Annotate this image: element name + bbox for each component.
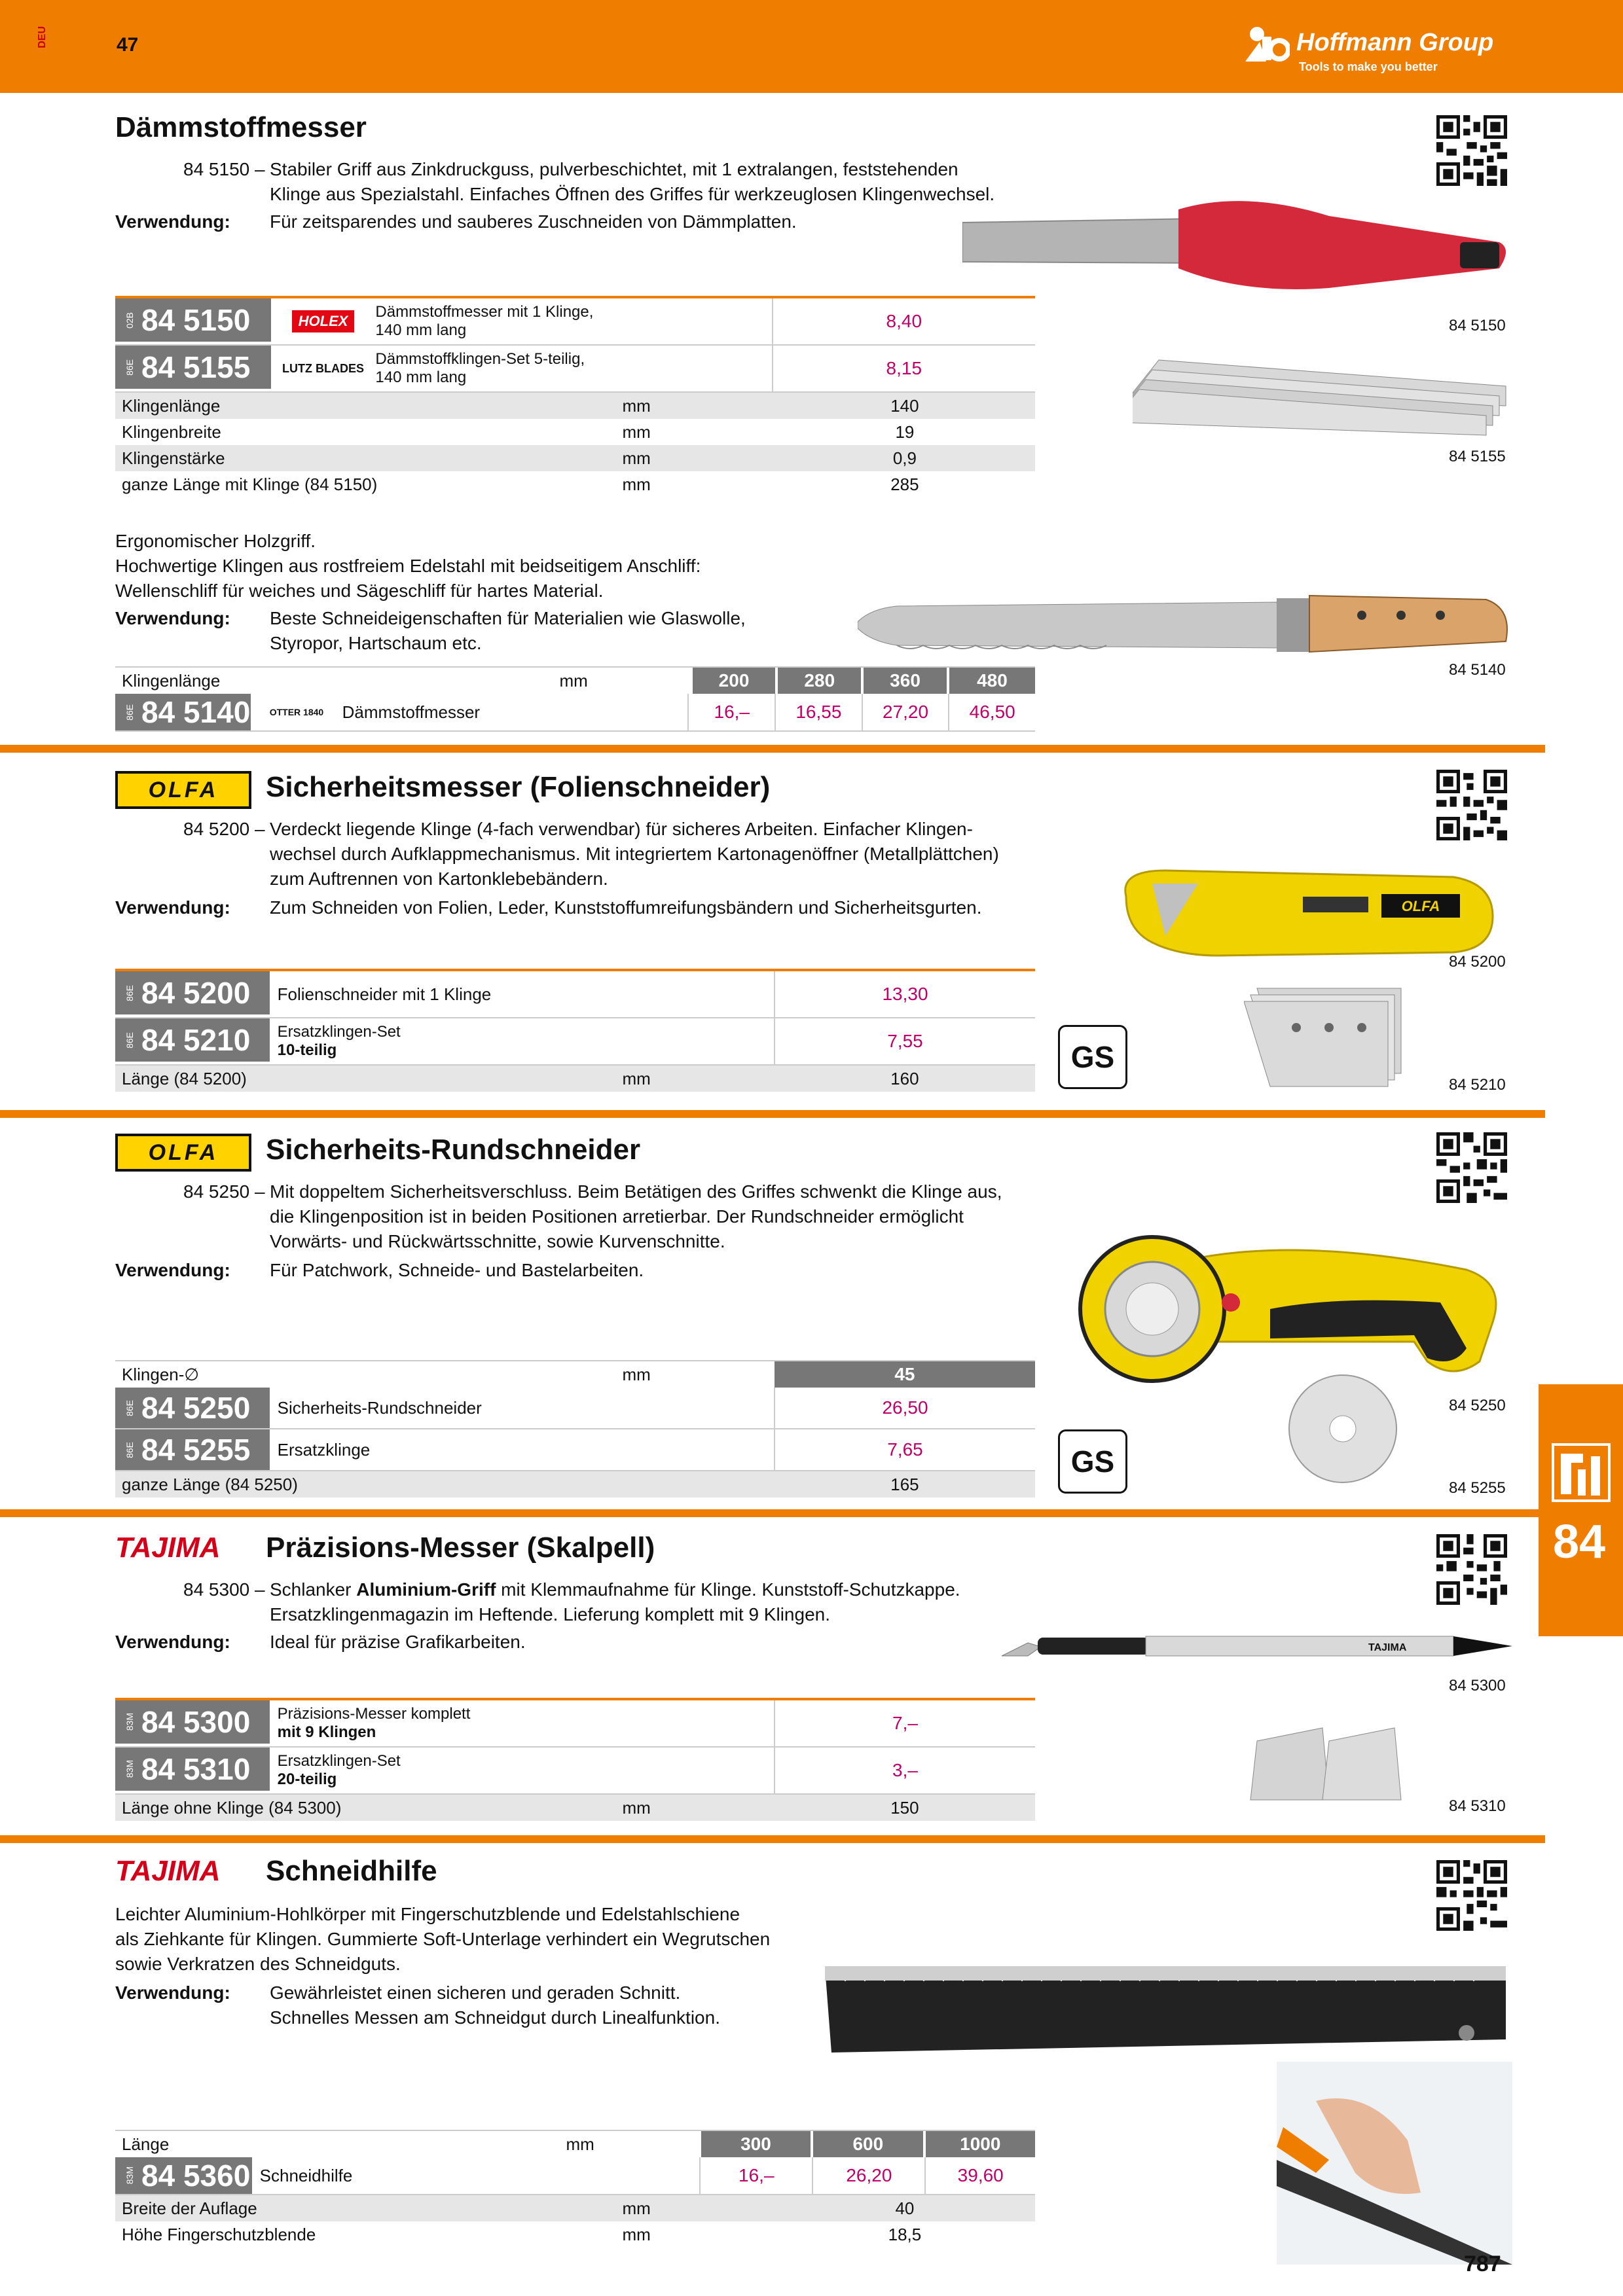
product-name: Sicherheits-Rundschneider: [277, 1397, 482, 1418]
product-name: Dämmstoffmesser mit 1 Klinge, 140 mm lang: [375, 303, 594, 339]
spec-row: ganze Länge (84 5250) 165: [115, 1471, 1035, 1498]
desc-line-1: Schlanker Aluminium-Griff mit Klemmaufnahme für Klinge. Kunststoff-Schutzkappe.: [270, 1579, 960, 1600]
gs-safety-mark-icon: GS: [1058, 1429, 1127, 1494]
product-name: Folienschneider mit 1 Klinge: [277, 984, 492, 1004]
replacement-blade-image: [1287, 1373, 1398, 1484]
s1b-line-3: Wellenschliff für weiches und Sägeschliff für hartes Material.: [115, 581, 604, 601]
safety-cutter-image: [1113, 857, 1506, 969]
table-row[interactable]: [115, 1388, 1035, 1429]
page-left-number: 47: [117, 34, 139, 56]
use-label: Verwendung:: [115, 608, 230, 628]
article-number: 86E 84 5250: [115, 1388, 270, 1428]
product-name: Präzisions-Messer komplett mit 9 Klingen: [277, 1705, 471, 1741]
table-row[interactable]: [115, 298, 1035, 346]
table-row[interactable]: [115, 1748, 1035, 1795]
table-row[interactable]: [115, 1700, 1035, 1748]
image-label-1: 84 5200: [1449, 953, 1506, 971]
price: 13,30: [774, 971, 1035, 1017]
use-text-1: Beste Schneideigenschaften für Materialien wie Glaswolle,: [270, 608, 746, 628]
desc-code: 84 5150 –: [183, 159, 265, 179]
table-row[interactable]: [115, 346, 1035, 393]
use-text-1: Gewährleistet einen sicheren und geraden Schnitt.: [270, 1982, 681, 2003]
page-number: 787: [1464, 2251, 1501, 2276]
desc-line-2: die Klingenposition ist in beiden Positionen arretierbar. Der Rundschneider ermöglicht: [270, 1206, 964, 1227]
price: 7,–: [774, 1700, 1035, 1746]
product-table-3: [115, 1360, 1035, 1498]
article-number: 83M 84 5360: [115, 2157, 252, 2194]
image-label-2: 84 5255: [1449, 1479, 1506, 1497]
desc-line-2: Ersatzklingenmagazin im Heftende. Lieferung komplett mit 9 Klingen.: [270, 1604, 830, 1624]
header-row: Länge mm 300 600 1000: [115, 2130, 1035, 2157]
table-row[interactable]: [115, 1429, 1035, 1471]
wooden-knife-image: [858, 589, 1512, 661]
product-table-1b: [115, 666, 1035, 732]
section-separator: [0, 1835, 1545, 1843]
section-separator: [0, 745, 1545, 753]
s5-line-3: sowie Verkratzen des Schneidguts.: [115, 1954, 401, 1974]
chapter-tab[interactable]: [1539, 1384, 1623, 1636]
scalpel-blades-image: [1237, 1721, 1414, 1813]
section-title-praezisionsmesser: Präzisions-Messer (Skalpell): [266, 1532, 655, 1564]
knife-tools-icon: [1552, 1443, 1611, 1502]
article-number: 83M 84 5310: [115, 1748, 270, 1791]
use-text: Ideal für präzise Grafikarbeiten.: [270, 1632, 526, 1652]
cutting-ruler-image: [825, 1961, 1506, 2059]
rotary-cutter-image: [1074, 1230, 1506, 1388]
qr-code-icon[interactable]: [1436, 770, 1507, 840]
use-label: Verwendung:: [115, 211, 230, 232]
spec-row: Länge ohne Klinge (84 5300) mm 150: [115, 1795, 1035, 1821]
replacement-blades-image: [1244, 982, 1414, 1100]
image-label-1: 84 5150: [1449, 317, 1506, 334]
olfa-logo: OLFA: [115, 771, 251, 809]
spec-row: Klingenbreite mm 19: [115, 419, 1035, 445]
use-text: Für Patchwork, Schneide- und Bastelarbeiten.: [270, 1260, 644, 1280]
image-label-1: 84 5300: [1449, 1677, 1506, 1695]
scalpel-image: [1002, 1623, 1512, 1669]
header-row: Klingenlänge mm 200 280 360 480: [115, 666, 1035, 694]
desc-code: 84 5200 –: [183, 819, 265, 839]
section-title-sicherheitsmesser: Sicherheitsmesser (Folienschneider): [266, 771, 771, 803]
article-number: 86E 84 5200: [115, 971, 270, 1014]
table-row[interactable]: 86E 84 5140 OTTER 1840 Dämmstoffmesser 16,– 16,55 27,20 46,50: [115, 694, 1035, 732]
use-label: Verwendung:: [115, 1260, 230, 1280]
price: 8,40: [772, 298, 1035, 344]
brand-logo-otter: OTTER 1840: [269, 707, 324, 717]
product-table-2: [115, 971, 1035, 1092]
price: 7,65: [774, 1429, 1035, 1470]
spec-row: Klingenlänge mm 140: [115, 393, 1035, 419]
spec-row: Länge (84 5200) mm 160: [115, 1066, 1035, 1092]
product-table-4: [115, 1700, 1035, 1821]
desc-line-2: Klinge aus Spezialstahl. Einfaches Öffnen des Griffes für werkzeuglosen Klingenwechsel.: [270, 184, 995, 204]
use-label: Verwendung:: [115, 1982, 230, 2003]
svg-text:OLFA: OLFA: [1401, 898, 1440, 914]
section-title-rundschneider: Sicherheits-Rundschneider: [266, 1134, 641, 1166]
product-table-1: [115, 298, 1035, 497]
brand-name: Hoffmann Group: [1296, 29, 1494, 56]
section-title-schneidhilfe: Schneidhilfe: [266, 1855, 437, 1887]
hoffmann-logo[interactable]: [1244, 20, 1506, 79]
use-text: Zum Schneiden von Folien, Leder, Kunststoffumreifungsbändern und Sicherheitsgurten.: [270, 897, 982, 918]
desc-line-1: Verdeckt liegende Klinge (4-fach verwendbar) für sicheres Arbeiten. Einfacher Klingen-: [270, 819, 973, 839]
table-row[interactable]: 83M 84 5360 Schneidhilfe 16,– 26,20 39,60: [115, 2157, 1035, 2195]
header-bar: [0, 0, 1623, 93]
image-label-2: 84 5155: [1449, 448, 1506, 465]
s5-line-2: als Ziehkante für Klingen. Gummierte Soft-Unterlage verhindert ein Wegrutschen: [115, 1929, 771, 1949]
product-name: Dämmstoffklingen-Set 5-teilig, 140 mm lang: [375, 350, 585, 386]
s1b-line-2: Hochwertige Klingen aus rostfreiem Edelstahl mit beidseitigem Anschliff:: [115, 556, 701, 576]
image-label-2: 84 5310: [1449, 1797, 1506, 1815]
section-separator: [0, 1110, 1545, 1118]
section-title-daemmstoffmesser: Dämmstoffmesser: [115, 111, 367, 143]
use-text-2: Schnelles Messen am Schneidgut durch Linealfunktion.: [270, 2007, 720, 2028]
qr-code-icon[interactable]: [1436, 115, 1507, 186]
use-text: Für zeitsparendes und sauberes Zuschneiden von Dämmplatten.: [270, 211, 797, 232]
article-number: 86E 84 5255: [115, 1429, 270, 1470]
qr-code-icon[interactable]: [1436, 1534, 1507, 1605]
table-row[interactable]: [115, 971, 1035, 1018]
desc-code: 84 5300 –: [183, 1579, 265, 1600]
product-name: Schneidhilfe: [259, 2165, 353, 2185]
product-name: Dämmstoffmesser: [342, 702, 481, 722]
tajima-logo: TAJIMA: [115, 1855, 221, 1887]
spec-row: ganze Länge mit Klinge (84 5150) mm 285: [115, 471, 1035, 497]
section-separator: [0, 1509, 1545, 1517]
hoffmann-mark-icon: [1244, 25, 1290, 63]
brand-logo-holex: HOLEX: [271, 298, 376, 344]
table-row[interactable]: [115, 1018, 1035, 1066]
product-name: Ersatzklinge: [277, 1439, 371, 1460]
image-label-1: 84 5250: [1449, 1397, 1506, 1414]
use-label: Verwendung:: [115, 897, 230, 918]
product-name: Ersatzklingen-Set 10-teilig: [277, 1023, 401, 1059]
header-row: Klingen-∅ mm 45: [115, 1360, 1035, 1388]
desc-line-3: Vorwärts- und Rückwärtsschnitte, sowie Kurvenschnitte.: [270, 1231, 725, 1251]
chapter-number: 84: [1553, 1516, 1606, 1568]
desc-code: 84 5250 –: [183, 1181, 265, 1202]
qr-code-icon[interactable]: [1436, 1132, 1507, 1203]
image-label-2: 84 5210: [1449, 1076, 1506, 1094]
handle-brand-text: TAJIMA: [1368, 1642, 1407, 1653]
article-number: 86E 84 5140: [115, 694, 251, 730]
product-name: Ersatzklingen-Set 20-teilig: [277, 1752, 401, 1788]
qr-code-icon[interactable]: [1436, 1860, 1507, 1931]
image-label: 84 5140: [1449, 661, 1506, 679]
spec-row: Höhe Fingerschutzblende mm 18,5: [115, 2221, 1035, 2248]
desc-line-1: Stabiler Griff aus Zinkdruckguss, pulverbeschichtet, mit 1 extralangen, feststehenden: [270, 159, 958, 179]
spec-row: Breite der Auflage mm 40: [115, 2195, 1035, 2221]
spec-row: Klingenstärke mm 0,9: [115, 445, 1035, 471]
price: 26,50: [774, 1388, 1035, 1428]
article-number: 83M 84 5300: [115, 1700, 270, 1744]
insulation-knife-image: [962, 190, 1512, 295]
article-number: 02B 84 5150: [115, 298, 271, 342]
product-table-5: [115, 2130, 1035, 2248]
desc-line-1: Mit doppeltem Sicherheitsverschluss. Beim Betätigen des Griffes schwenkt die Klinge aus,: [270, 1181, 1002, 1202]
gs-safety-mark-icon: GS: [1058, 1025, 1127, 1089]
brand-tagline: Tools to make you better: [1299, 60, 1438, 73]
article-number: 86E 84 5155: [115, 346, 271, 389]
s5-line-1: Leichter Aluminium-Hohlkörper mit Fingerschutzblende und Edelstahlschiene: [115, 1904, 740, 1924]
blade-set-image: [1133, 353, 1512, 439]
price: 7,55: [774, 1018, 1035, 1064]
price: 3,–: [774, 1748, 1035, 1793]
article-number: 86E 84 5210: [115, 1018, 270, 1062]
s1b-line-1: Ergonomischer Holzgriff.: [115, 531, 316, 551]
tajima-logo: TAJIMA: [115, 1532, 221, 1564]
desc-line-3: zum Auftrennen von Kartonklebebändern.: [270, 869, 608, 889]
use-text-2: Styropor, Hartschaum etc.: [270, 633, 482, 653]
use-label: Verwendung:: [115, 1632, 230, 1652]
brand-logo-lutz: LUTZ BLADES: [282, 361, 365, 375]
olfa-logo: OLFA: [115, 1134, 251, 1172]
desc-line-2: wechsel durch Aufklappmechanismus. Mit integriertem Kartonagenöffner (Metallplättchen): [270, 844, 999, 864]
ruler-in-use-photo: [1277, 2062, 1512, 2265]
language-tag: DEU: [37, 26, 48, 48]
price: 8,15: [772, 346, 1035, 391]
